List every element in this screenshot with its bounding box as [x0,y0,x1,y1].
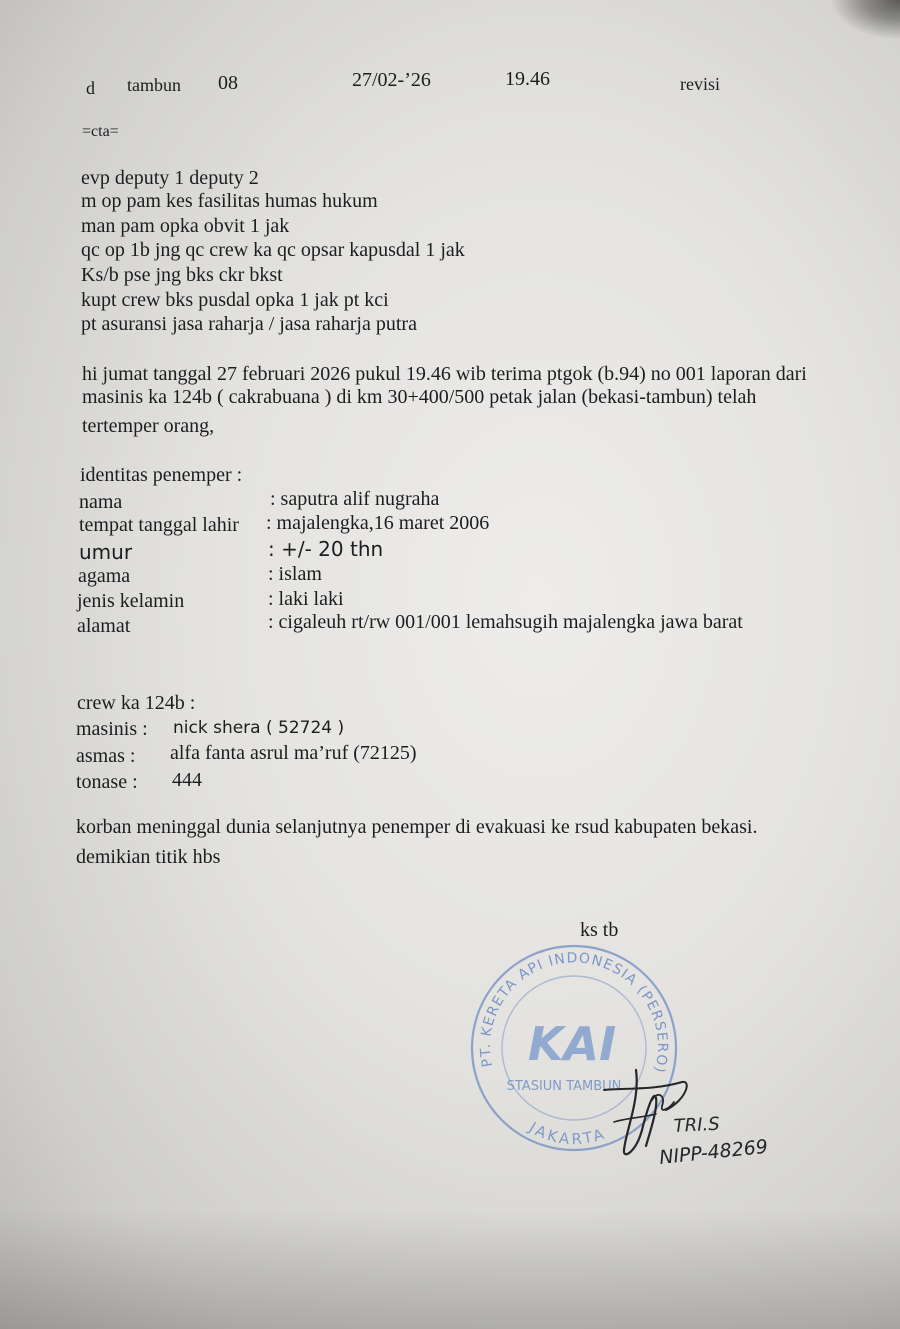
signer-nipp: NIPP-48269 [658,1135,769,1169]
header-d: d [86,78,95,98]
identity-value-ttl: : majalengka,16 maret 2006 [266,512,490,534]
crew-tonase-label: tonase : [76,771,138,793]
signer-name: TRI.S [673,1113,721,1137]
addressee-line: evp deputy 1 deputy 2 [81,167,259,189]
report-line: tertemper orang, [82,415,215,437]
identity-label-umur: umur [79,540,133,564]
crew-asmas-value: alfa fanta asrul ma’ruf (72125) [170,742,417,764]
crew-tonase-value: 444 [172,769,202,791]
identity-value-umur: : +/- 20 thn [268,537,384,561]
identity-value-jk: : laki laki [268,588,344,610]
header-date: 27/02-’26 [352,69,431,91]
header-station: tambun [127,75,181,95]
stamp-station-text: STASIUN TAMBUN [506,1079,622,1094]
addressee-line: kupt crew bks pusdal opka 1 jak pt kci [81,289,389,311]
crew-masinis-label: masinis : [76,718,148,740]
identity-value-agama: : islam [268,563,322,585]
identity-label-ttl: tempat tanggal lahir [79,514,239,536]
identity-value-nama: : saputra alif nugraha [270,488,440,510]
addressee-line: qc op 1b jng qc crew ka qc opsar kapusdal 1 jak [81,239,465,261]
header-cta: =cta= [82,123,119,140]
closing-line: korban meninggal dunia selanjutnya penemper di evakuasi ke rsud kabupaten bekasi. [76,816,758,838]
addressee-line: Ks/b pse jng bks ckr bkst [81,264,283,286]
header-status: revisi [680,74,720,94]
identity-value-alamat: : cigaleuh rt/rw 001/001 lemahsugih majalengka jawa barat [268,611,743,633]
report-line: hi jumat tanggal 27 februari 2026 pukul 19.46 wib terima ptgok (b.94) no 001 laporan dari [82,363,807,385]
report-line: masinis ka 124b ( cakrabuana ) di km 30+400/500 petak jalan (bekasi-tambun) telah [82,386,757,408]
crew-asmas-label: asmas : [76,745,136,767]
identity-heading: identitas penemper : [80,464,243,486]
identity-label-agama: agama [78,565,131,587]
identity-label-nama: nama [79,491,123,513]
stamp-city-text: JAKARTA [525,1118,609,1149]
signature-title: ks tb [580,919,619,941]
addressee-line: man pam opka obvit 1 jak [81,215,290,237]
handwritten-signature [596,1060,796,1180]
header-time: 19.46 [505,68,550,90]
crew-masinis-value: nick shera ( 52724 ) [173,718,345,738]
crew-heading: crew ka 124b : [77,692,196,714]
addressee-line: m op pam kes fasilitas humas hukum [81,190,378,212]
header-code: 08 [218,72,238,94]
identity-label-jk: jenis kelamin [77,590,185,612]
closing-line: demikian titik hbs [76,846,221,868]
stamp-ring-text: PT. KERETA API INDONESIA (PERSERO) [477,950,671,1076]
addressee-line: pt asuransi jasa raharja / jasa raharja putra [81,313,417,335]
page-corner-shadow [830,0,900,40]
page-bottom-shadow [0,1209,900,1329]
stamp-logo: KAI [527,1017,617,1071]
identity-label-alamat: alamat [77,615,131,637]
